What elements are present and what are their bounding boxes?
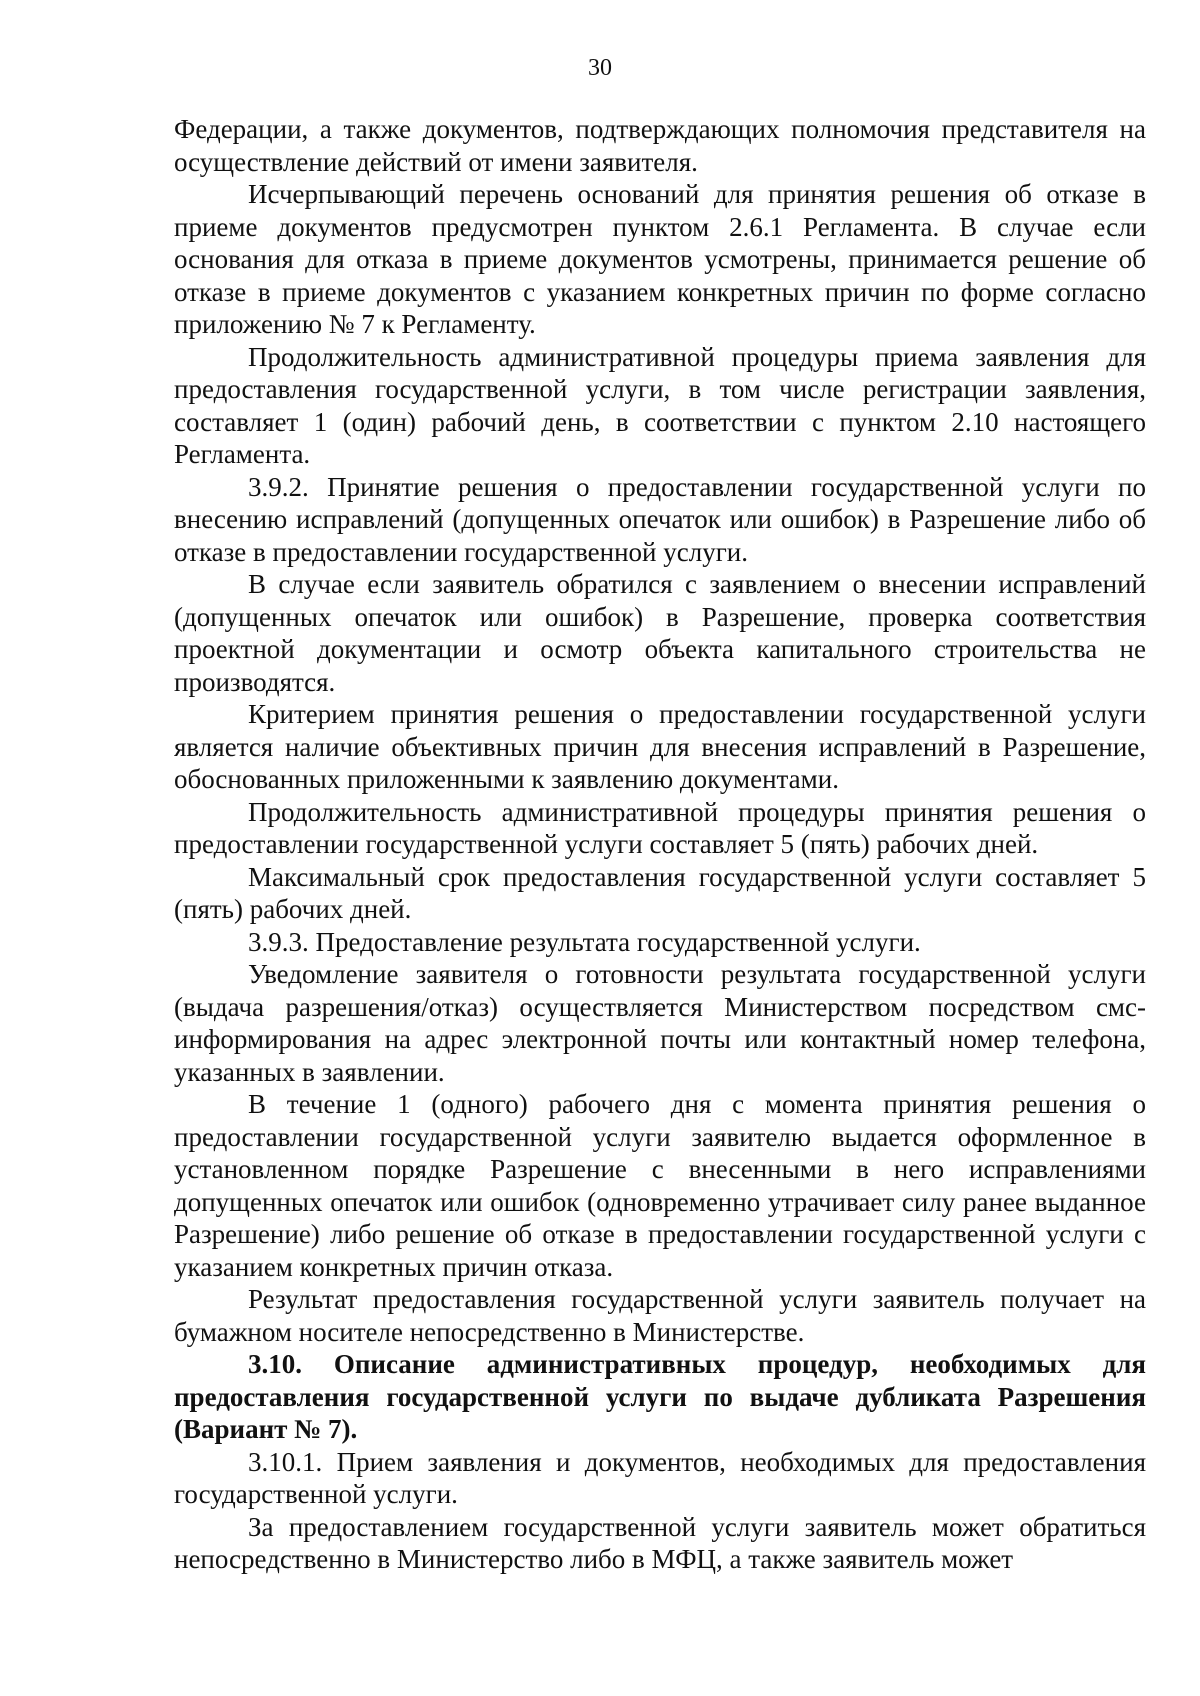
paragraph-no-inspection: В случае если заявитель обратился с заявлением о внесении исправлений (допущенных опечаток или ошибок) в Разрешение, проверка соответствия проектной документации и осмотр объекта капитального строительства не производятся. bbox=[174, 569, 1146, 697]
paragraph-decision-criterion: Критерием принятия решения о предоставлении государственной услуги является наличие объективных причин для внесения исправлений в Разрешение, обоснованных приложенными к заявлению документами. bbox=[174, 699, 1146, 794]
paragraph-continuation: Федерации, а также документов, подтверждающих полномочия представителя на осуществление действий от имени заявителя. bbox=[174, 114, 1146, 177]
page-number: 30 bbox=[588, 55, 612, 81]
paragraph-application-channels: За предоставлением государственной услуги заявитель может обратиться непосредственно в Министерство либо в МФЦ, а также заявитель может bbox=[174, 1511, 1146, 1574]
paragraph-refusal-grounds: Исчерпывающий перечень оснований для принятия решения об отказе в приеме документов предусмотрен пунктом 2.6.1 Регламента. В случае если основания для отказа в приеме документов усмотрены, принимается решение об отказе в приеме документов с указанием конкретных причин по форме согласно приложению № 7 к Регламенту. bbox=[174, 179, 1146, 339]
paragraph-reception-duration: Продолжительность административной процедуры приема заявления для предоставления государственной услуги, в том числе регистрации заявления, составляет 1 (один) рабочий день, в соответствии с пунктом 2.10 настоящего Регламента. bbox=[174, 341, 1146, 469]
paragraph-notification: Уведомление заявителя о готовности результата государственной услуги (выдача разрешения/отказ) осуществляется Министерством посредством смс-информирования на адрес электронной почты или контактный номер телефона, указанных в заявлении. bbox=[174, 959, 1146, 1087]
section-3-9-2: 3.9.2. Принятие решения о предоставлении государственной услуги по внесению исправлений (допущенных опечаток или ошибок) в Разрешение либо об отказе в предоставлении государственной услуги. bbox=[174, 471, 1146, 567]
paragraph-result-receipt: Результат предоставления государственной услуги заявитель получает на бумажном носителе непосредственно в Министерстве. bbox=[174, 1284, 1146, 1347]
paragraph-max-term: Максимальный срок предоставления государственной услуги составляет 5 (пять) рабочих дней. bbox=[174, 861, 1146, 924]
section-3-10-1: 3.10.1. Прием заявления и документов, необходимых для предоставления государственной услуги. bbox=[174, 1446, 1146, 1509]
section-heading-3-10: 3.10. Описание административных процедур, необходимых для предоставления государственной услуги по выдаче дубликата Разрешения (Вариант № 7). bbox=[174, 1349, 1146, 1444]
paragraph-issuance: В течение 1 (одного) рабочего дня с момента принятия решения о предоставлении государственной услуги заявителю выдается оформленное в установленном порядке Разрешение с внесенными в него исправлениями допущенных опечаток или ошибок (одновременно утрачивает силу ранее выданное Разрешение) либо решение об отказе в предоставлении государственной услуги с указанием конкретных причин отказа. bbox=[174, 1089, 1146, 1282]
section-3-9-3: 3.9.3. Предоставление результата государственной услуги. bbox=[248, 926, 921, 957]
document-body bbox=[174, 113, 1146, 1576]
paragraph-decision-duration: Продолжительность административной процедуры принятия решения о предоставлении государственной услуги составляет 5 (пять) рабочих дней. bbox=[174, 796, 1146, 859]
